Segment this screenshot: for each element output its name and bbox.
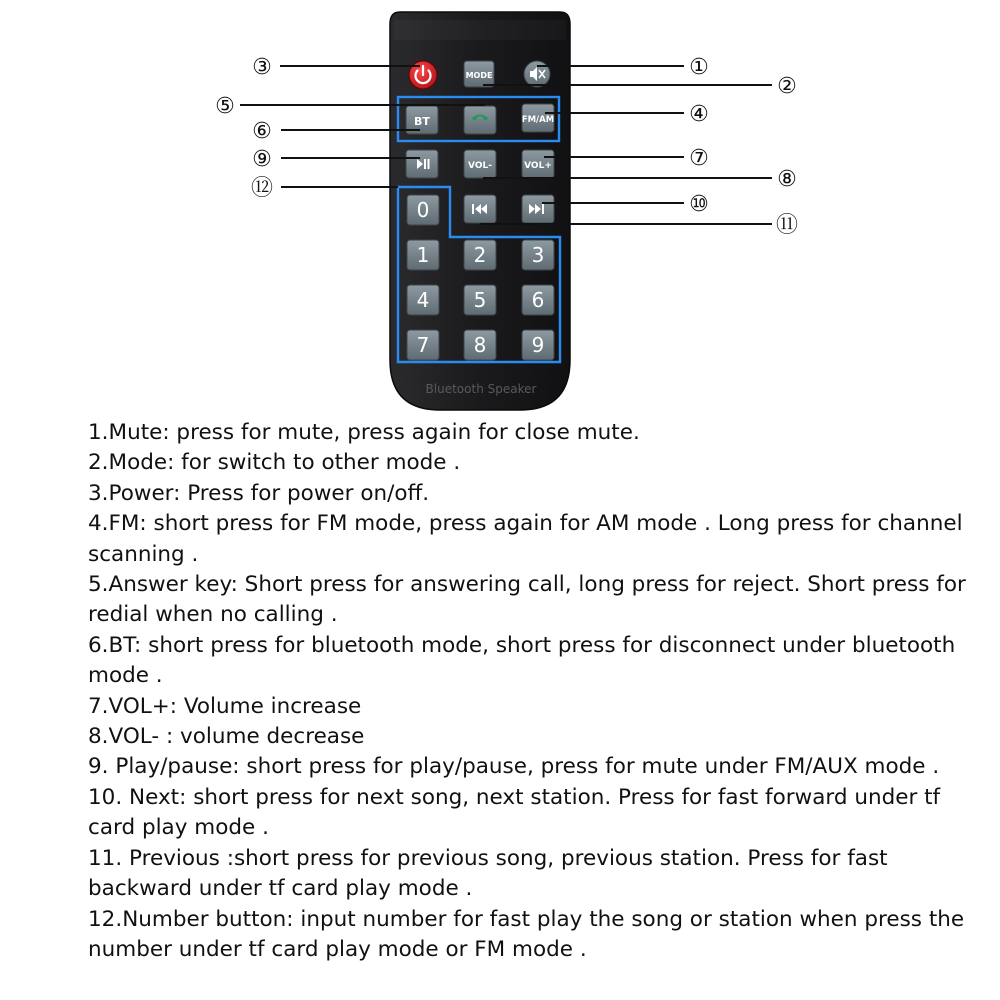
- callout-10: ⑩: [689, 192, 709, 217]
- vol-minus-label: VOL-: [468, 161, 492, 171]
- callout-4: ④: [689, 102, 709, 127]
- play-pause-button[interactable]: [406, 150, 438, 178]
- description-vol-plus: 7.VOL+: Volume increase: [88, 693, 362, 719]
- digit-7-button[interactable]: [407, 330, 439, 360]
- digit-6-button[interactable]: [522, 285, 554, 315]
- digit-1-button[interactable]: [407, 240, 439, 270]
- digit-0-label: 0: [416, 198, 430, 222]
- previous-button[interactable]: [464, 195, 496, 223]
- digit-1-label: 1: [416, 243, 430, 267]
- fm-am-button[interactable]: [522, 104, 554, 132]
- digit-7-label: 7: [416, 333, 430, 357]
- vol-minus-button[interactable]: [464, 150, 496, 178]
- digit-5-button[interactable]: [464, 285, 496, 315]
- mute-button[interactable]: [524, 61, 550, 87]
- bt-label: BT: [414, 115, 430, 128]
- digit-3-label: 3: [531, 243, 545, 267]
- fm-am-label: FM/AM: [521, 115, 555, 125]
- description-bt: 6.BT: short press for bluetooth mode, short press for disconnect under bluetooth mode .: [88, 632, 956, 689]
- description-mute: 1.Mute: press for mute, press again for close mute.: [88, 420, 640, 445]
- callout-9: ⑨: [252, 147, 272, 172]
- callout-1: ①: [689, 55, 709, 80]
- digit-2-button[interactable]: [464, 240, 496, 270]
- callout-3: ③: [252, 55, 272, 80]
- remote-diagram: [0, 0, 1000, 420]
- callout-6: ⑥: [252, 119, 272, 144]
- description-answer-key: 5.Answer key: Short press for answering call, long press for reject. Short press for redial when no calling .: [88, 572, 966, 628]
- answer-button[interactable]: [464, 106, 496, 134]
- number-pad: [407, 240, 554, 360]
- digit-9-button[interactable]: [522, 330, 554, 360]
- description-play-pause: 9. Play/pause: short press for play/pause, press for mute under FM/AUX mode .: [88, 754, 940, 780]
- description-mode: 2.Mode: for switch to other mode .: [88, 450, 461, 476]
- vol-plus-label: VOL+: [524, 161, 552, 171]
- description-list: [88, 418, 968, 965]
- digit-3-button[interactable]: [522, 240, 554, 270]
- digit-4-label: 4: [416, 288, 430, 312]
- callout-12: ⑫: [250, 176, 274, 201]
- digit-2-label: 2: [473, 243, 487, 267]
- description-vol-minus: 8.VOL- : volume decrease: [88, 724, 365, 750]
- digit-5-label: 5: [473, 288, 487, 312]
- digit-8-button[interactable]: [464, 330, 496, 360]
- digit-0-button[interactable]: [407, 195, 439, 225]
- digit-6-label: 6: [531, 288, 545, 312]
- callout-2: ②: [777, 74, 797, 99]
- description-previous: 11. Previous :short press for previous song, previous station. Press for fast backward under tf card play mode .: [88, 845, 888, 902]
- mode-label: MODE: [465, 71, 493, 80]
- description-next: 10. Next: short press for next song, next station. Press for fast forward under tf card play mode .: [88, 784, 941, 841]
- mode-button[interactable]: [464, 61, 494, 87]
- callout-5: ⑤: [215, 94, 235, 119]
- brand-text: Bluetooth Speaker: [425, 382, 537, 396]
- description-fm: 4.FM: short press for FM mode, press again for AM mode . Long press for channel scanning .: [88, 511, 963, 567]
- description-number-button: 12.Number button: input number for fast play the song or station when press the number under tf card play mode or FM mode .: [88, 906, 965, 962]
- vol-plus-button[interactable]: [522, 150, 554, 178]
- callout-7: ⑦: [689, 146, 709, 171]
- digit-9-label: 9: [531, 333, 545, 357]
- callout-11: ⑪: [775, 213, 799, 238]
- next-button[interactable]: [522, 195, 554, 223]
- digit-8-label: 8: [473, 333, 487, 357]
- digit-4-button[interactable]: [407, 285, 439, 315]
- description-power: 3.Power: Press for power on/off.: [88, 480, 430, 506]
- callout-8: ⑧: [777, 167, 797, 192]
